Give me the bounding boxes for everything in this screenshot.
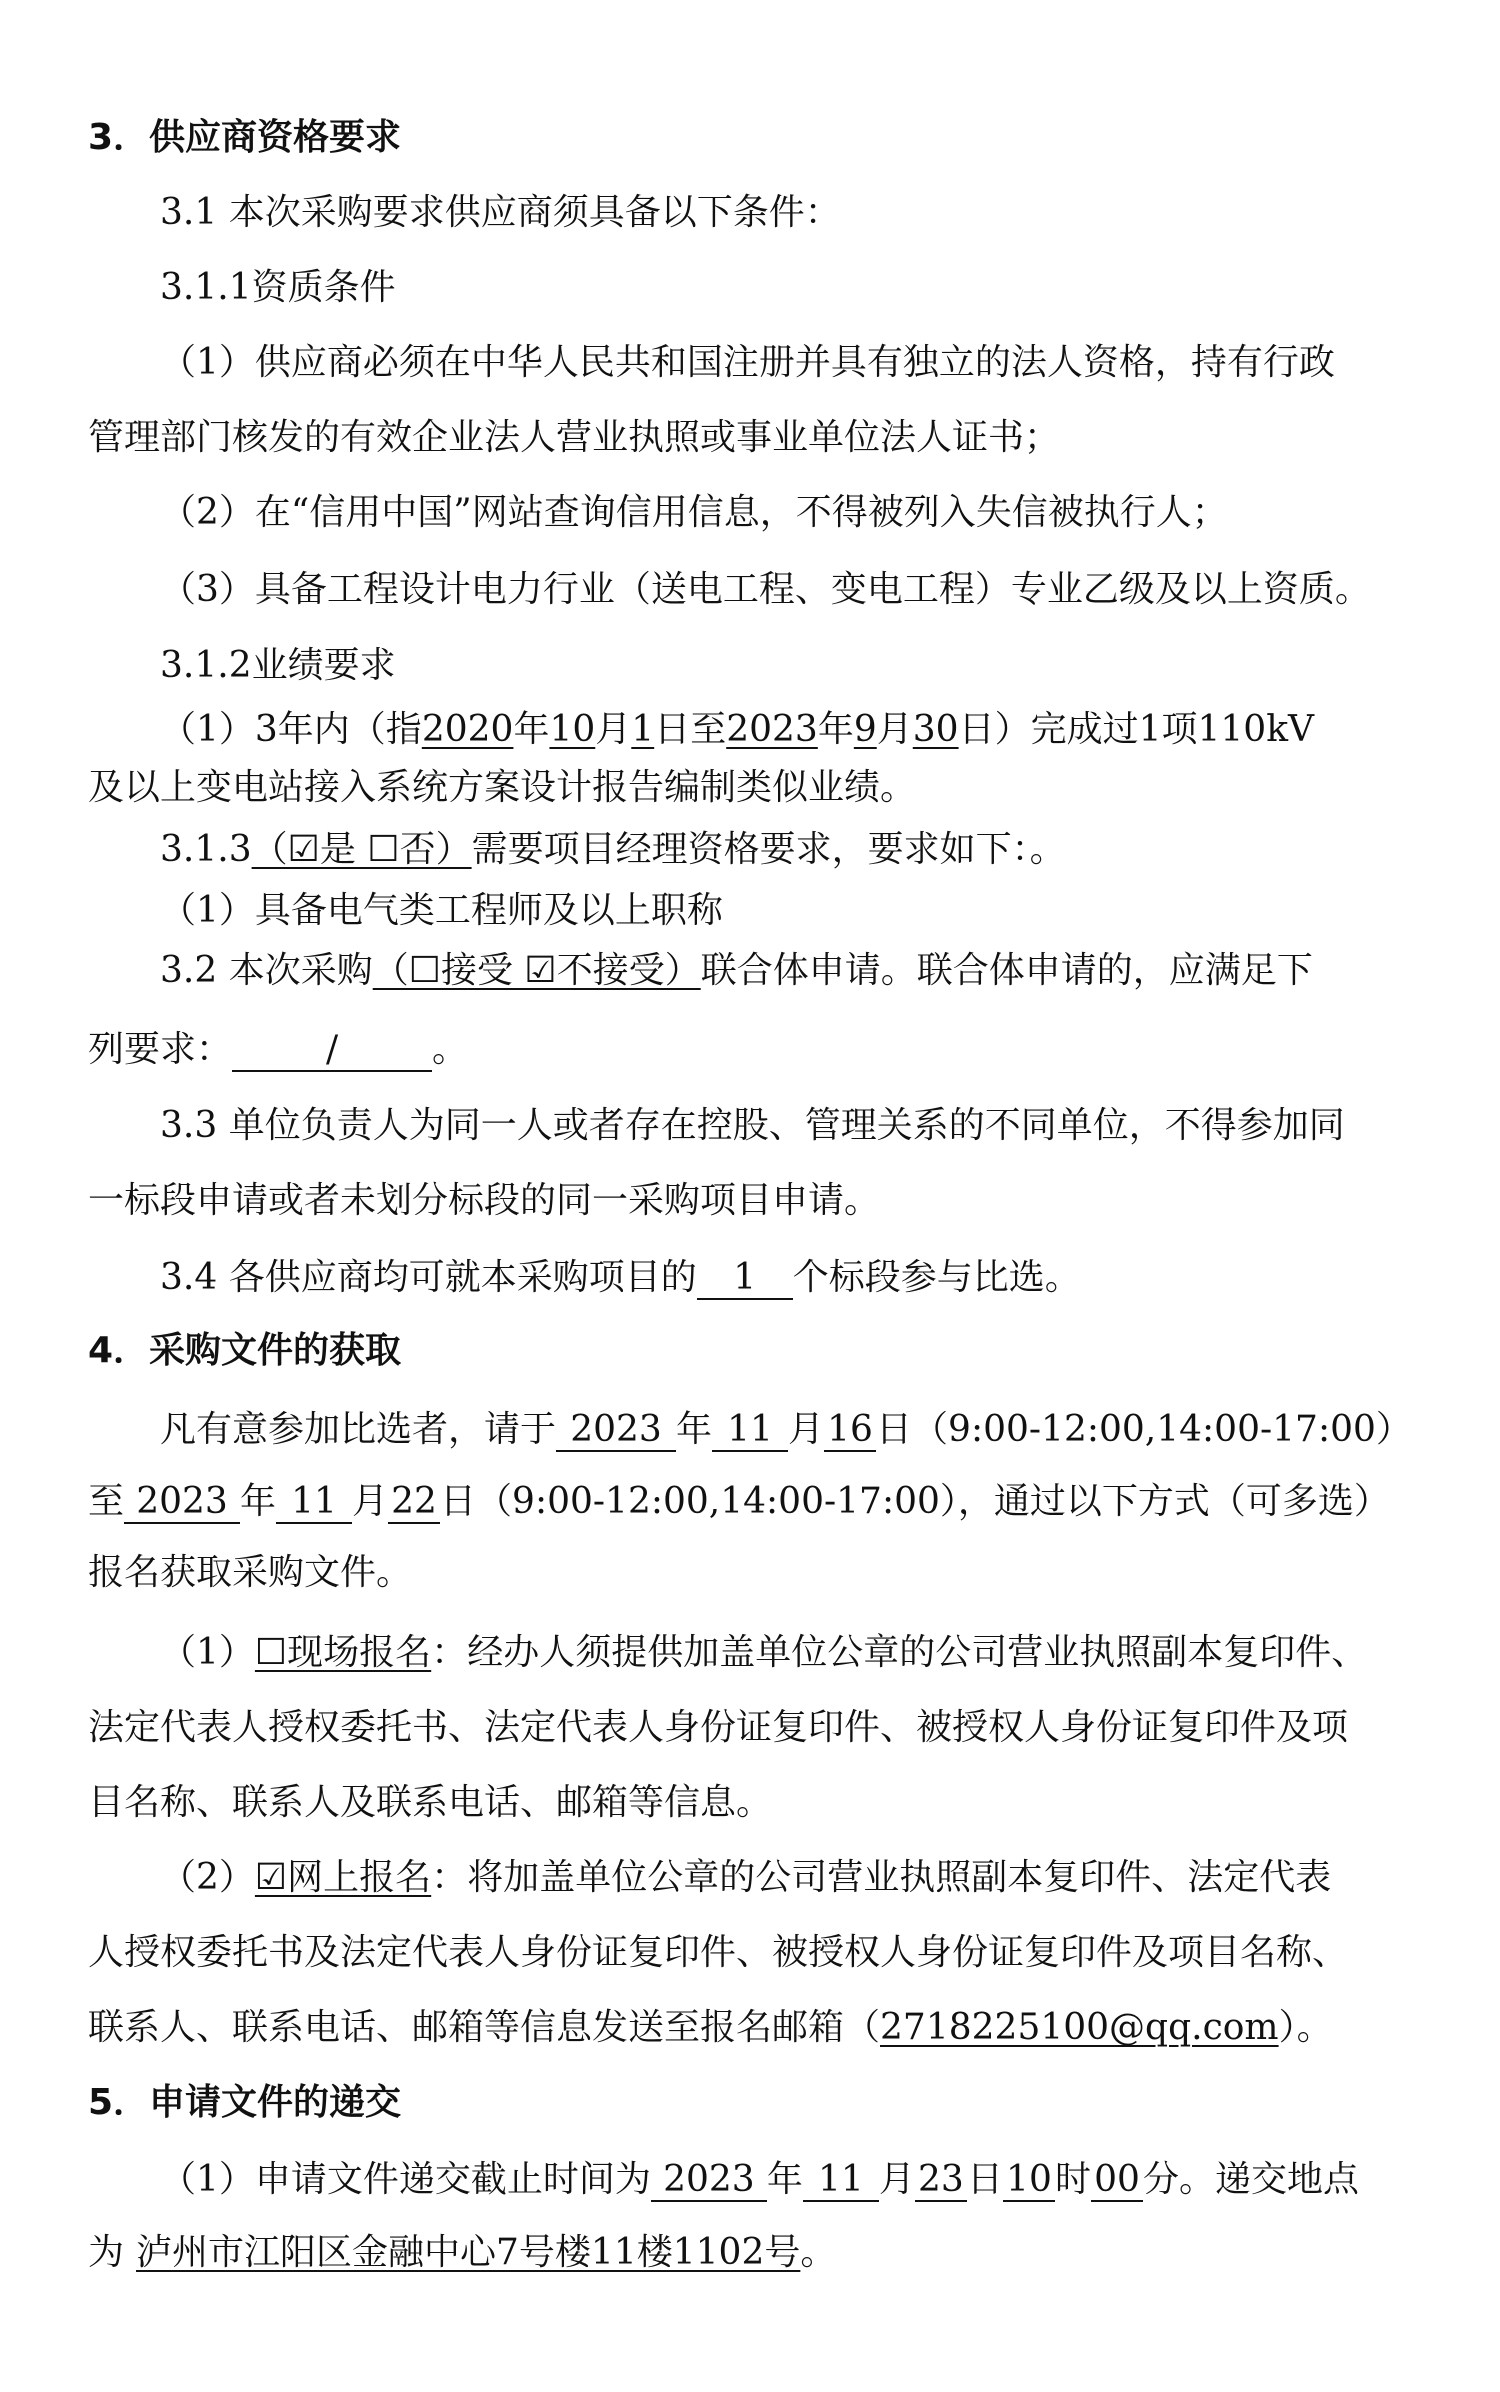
deadline-minute: 00 — [1091, 2160, 1143, 2202]
clause-3-1-1: 3.1.1资质条件 — [160, 267, 396, 308]
performance-start-day: 1 — [631, 709, 655, 750]
onsite-line2: 法定代表人授权委托书、法定代表人身份证复印件、被授权人身份证复印件及项 — [88, 1707, 1349, 1748]
year-label: 年 — [513, 709, 550, 750]
online-line2: 人授权委托书及法定代表人身份证复印件、被授权人身份证复印件及项目名称、 — [88, 1932, 1349, 1973]
online-line3 — [88, 2007, 1333, 2048]
onsite-number: （1） — [160, 1632, 255, 1673]
end-time-range: 日（9:00-12:00,14:00-17:00），通过以下方式（可多选） — [440, 1481, 1390, 1522]
lot-count: 1 — [697, 1258, 793, 1300]
performance-start-year: 2020 — [421, 709, 514, 750]
month-label: 月 — [788, 1409, 825, 1450]
year-label: 年 — [240, 1481, 277, 1522]
section-5-heading: 5．申请文件的递交 — [88, 2082, 402, 2123]
clause-3-2-line2 — [88, 1030, 468, 1072]
online-line3-pre: 联系人、联系电话、邮箱等信息发送至报名邮箱（ — [88, 2007, 881, 2048]
section-3-heading: 3．供应商资格要求 — [88, 117, 402, 158]
online-line3-post: ）。 — [1278, 2007, 1333, 2048]
year-label: 年 — [766, 2159, 803, 2200]
acquisition-line3: 报名获取采购文件。 — [88, 1552, 413, 1593]
month-label: 月 — [876, 709, 913, 750]
year-label: 年 — [676, 1409, 713, 1450]
clause-3-4-pre: 3.4 各供应商均可就本采购项目的 — [160, 1257, 697, 1298]
clause-3-1-3 — [160, 829, 1066, 870]
onsite-text: ：经办人须提供加盖单位公章的公司营业执照副本复印件、 — [431, 1632, 1368, 1673]
qualification-3: （3）具备工程设计电力行业（送电工程、变电工程）专业乙级及以上资质。 — [160, 569, 1371, 610]
qualification-2: （2）在“信用中国”网站查询信用信息，不得被列入失信被执行人； — [160, 492, 1228, 533]
deadline-pre: （1）申请文件递交截止时间为 — [160, 2159, 651, 2200]
online-text: ：将加盖单位公章的公司营业执照副本复印件、法定代表 — [431, 1857, 1332, 1898]
location-post: 。 — [800, 2232, 837, 2273]
consortium-options: （☐接受 ☑不接受） — [372, 950, 701, 991]
qualification-1-line2: 管理部门核发的有效企业法人营业执照或事业单位法人证书； — [88, 417, 1061, 458]
online-line1 — [160, 1857, 1332, 1898]
clause-3-2-pre: 3.2 本次采购 — [160, 950, 373, 991]
performance-end-day: 30 — [912, 709, 959, 750]
section-4-heading: 4．采购文件的获取 — [88, 1330, 402, 1371]
deadline-year: 2023 — [651, 2160, 767, 2202]
start-month: 11 — [712, 1410, 788, 1452]
onsite-registration-option: ☐现场报名 — [254, 1632, 432, 1673]
clause-3-2-line1 — [160, 950, 1313, 991]
acquisition-line2 — [88, 1482, 1390, 1524]
location-pre: 为 — [88, 2232, 125, 2273]
performance-post: 日）完成过1项110kV — [958, 709, 1315, 750]
acquisition-pre: 凡有意参加比选者，请于 — [160, 1409, 557, 1450]
to-label: 至 — [88, 1481, 125, 1522]
submission-location: 泸州市江阳区金融中心7号楼11楼1102号 — [136, 2232, 801, 2273]
clause-3-4 — [160, 1258, 1081, 1300]
start-time-range: 日（9:00-12:00,14:00-17:00） — [876, 1409, 1412, 1450]
online-registration-option: ☑网上报名 — [254, 1857, 432, 1898]
performance-end-month: 9 — [853, 709, 877, 750]
clause-3-1-3-text: 需要项目经理资格要求，要求如下：。 — [471, 829, 1066, 870]
period: 。 — [432, 1029, 469, 1070]
deadline-post: 分。递交地点 — [1142, 2159, 1359, 2200]
deadline-month: 11 — [803, 2160, 879, 2202]
month-label: 月 — [352, 1481, 389, 1522]
end-year: 2023 — [124, 1482, 240, 1524]
day-to-label: 日至 — [654, 709, 727, 750]
acquisition-line1 — [160, 1410, 1412, 1452]
clause-3-1-3-number: 3.1.3 — [160, 829, 252, 870]
clause-3-4-post: 个标段参与比选。 — [792, 1257, 1081, 1298]
requirements-label: 列要求： — [88, 1029, 233, 1070]
year-label: 年 — [817, 709, 854, 750]
clause-3-3-line2: 一标段申请或者未划分标段的同一采购项目申请。 — [88, 1180, 881, 1221]
start-day: 16 — [824, 1410, 876, 1452]
pm-requirement-options: （☑是 ☐否） — [251, 829, 472, 870]
clause-3-2-post: 联合体申请。联合体申请的，应满足下 — [700, 950, 1313, 991]
registration-email: 2718225100@qq.com — [880, 2007, 1279, 2048]
day-label: 日 — [966, 2159, 1003, 2200]
performance-start-month: 10 — [549, 709, 596, 750]
clause-3-1-2: 3.1.2业绩要求 — [160, 645, 396, 686]
location-line — [88, 2232, 837, 2273]
start-year: 2023 — [556, 1410, 676, 1452]
performance-line1 — [160, 709, 1315, 750]
deadline-hour: 10 — [1003, 2160, 1055, 2202]
requirements-blank: / — [232, 1030, 432, 1072]
clause-3-1: 3.1 本次采购要求供应商须具备以下条件： — [160, 192, 841, 233]
hour-label: 时 — [1054, 2159, 1091, 2200]
month-label: 月 — [595, 709, 632, 750]
performance-pre: （1）3年内（指 — [160, 709, 422, 750]
deadline-line — [160, 2160, 1359, 2202]
month-label: 月 — [878, 2159, 915, 2200]
online-number: （2） — [160, 1857, 255, 1898]
clause-3-3-line1: 3.3 单位负责人为同一人或者存在控股、管理关系的不同单位，不得参加同 — [160, 1105, 1345, 1146]
qualification-1-line1: （1）供应商必须在中华人民共和国注册并具有独立的法人资格，持有行政 — [160, 342, 1335, 383]
onsite-line3: 目名称、联系人及联系电话、邮箱等信息。 — [88, 1782, 773, 1823]
pm-requirement-1: （1）具备电气类工程师及以上职称 — [160, 890, 723, 931]
performance-end-year: 2023 — [726, 709, 818, 750]
onsite-line1 — [160, 1632, 1368, 1673]
end-month: 11 — [276, 1482, 352, 1524]
deadline-day: 23 — [915, 2160, 967, 2202]
end-day: 22 — [388, 1482, 440, 1524]
performance-line2: 及以上变电站接入系统方案设计报告编制类似业绩。 — [88, 767, 917, 808]
